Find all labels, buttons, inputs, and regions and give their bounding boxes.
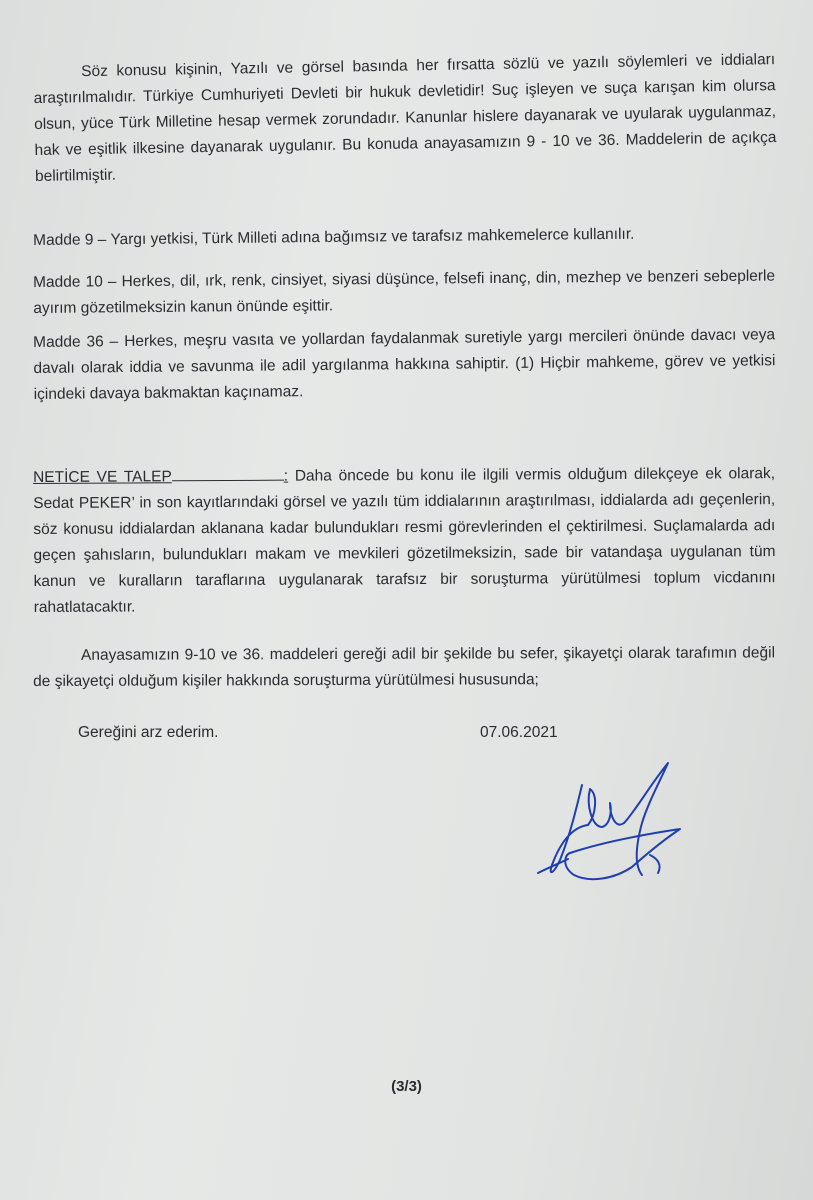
heading-colon: :: [283, 467, 289, 485]
conclusion-and-request: [33, 461, 776, 621]
closing-phrase: Gereğini arz ederim.: [78, 724, 219, 741]
date: 07.06.2021: [480, 724, 558, 741]
article-36: Madde 36 – Herkes, meşru vasıta ve yollardan faydalanmak suretiyle yargı mercileri önünde davacı veya davalı olarak iddia ve savunma ile adil yargılanma hakkına sahiptir. (1) Hiçbir mahkeme, görev ve yetkisi içindeki davaya bakmaktan kaçınamaz.: [33, 326, 776, 403]
page-number: (3/3): [391, 1078, 422, 1095]
conclusion-heading: NETİCE VE TALEP: [33, 468, 172, 486]
article-9: Madde 9 – Yargı yetkisi, Türk Milleti adına bağımsız ve tarafsız mahkemelerce kullanılır.: [33, 225, 635, 249]
handwritten-signature: [530, 755, 700, 890]
paragraph-constitution: Anayasamızın 9-10 ve 36. maddeleri gereği adil bir şekilde bu sefer, şikayetçi olarak tarafımın değil de şikayetçi olduğum kişiler hakkında soruşturma yürütülmesi hususunda;: [33, 644, 776, 690]
closing-line: [33, 720, 775, 746]
conclusion-text: Daha öncede bu konu ile ilgili vermis olduğum dilekçeye ek olarak, Sedat PEKER’ in son kayıtlarındaki görsel ve yazılı tüm iddialarının araştırılması, iddialarda adı geçenlerin, söz konusu iddialardan aklanana kadar bulundukları resmi görevlerinden el çektirilmesi. Suçlamalarda adı geçen şahısların, bulundukları makam ve mevkileri gözetilmeksizin, sade bir vatandaşa uygulanan tüm kanun ve kuralların taraflarına uygulanarak tarafsız bir soruşturma yürütülmesi toplum vicdanını rahatlatacaktır.: [33, 465, 776, 616]
article-10: Madde 10 – Herkes, dil, ırk, renk, cinsiyet, siyasi düşünce, felsefi inanç, din, mezhep ve benzeri sebeplerle ayırım gözetilmeksizin kanun önünde eşittir.: [33, 267, 776, 317]
paragraph-intro: Söz konusu kişinin, Yazılı ve görsel basında her fırsatta sözlü ve yazılı söylemleri ve iddiaları araştırılmalıdır. Türkiye Cumhuriyeti Devleti bir hukuk devletidir! Suç işleyen ve suça karışan kim olursa olsun, yüce Türk Milletine hesap vermek zorundadır. Kanunlar hislere dayanarak ve uyularak uygulanmaz, hak ve eşitlik ilkesine dayanarak uygulanır. Bu konuda anayasamızın 9 - 10 ve 36. Maddelerin de açıkça belirtilmiştir.: [33, 51, 777, 185]
heading-underline: [172, 466, 284, 482]
